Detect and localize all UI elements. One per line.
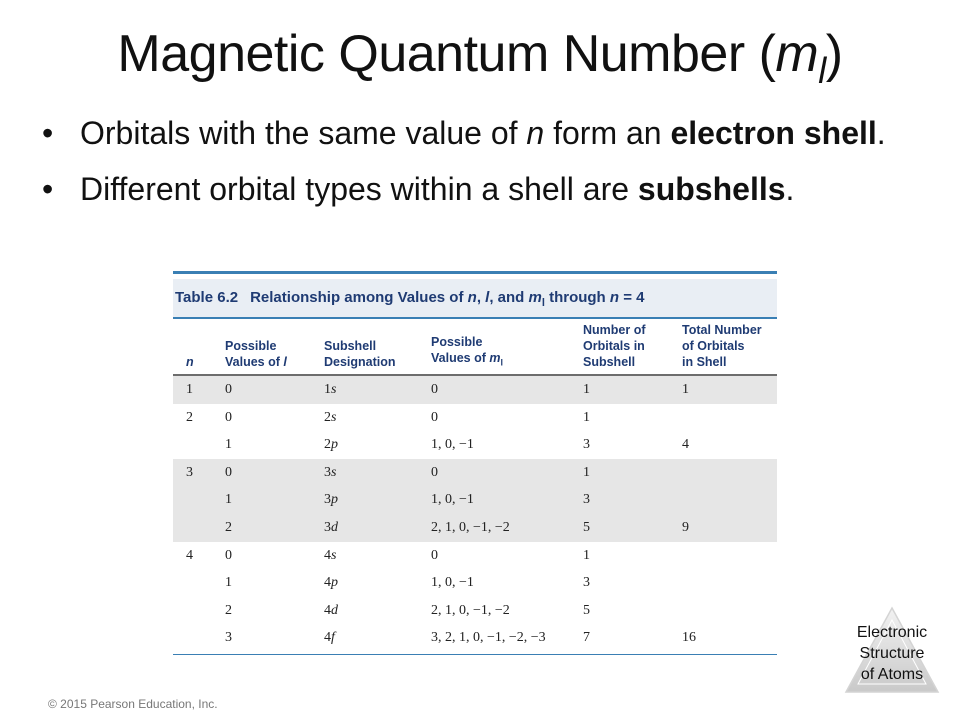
cell-orbitals: 3 [583, 437, 590, 453]
cell-subshell: 2p [324, 437, 338, 453]
cell-orbitals: 1 [583, 382, 590, 397]
cell-subshell: 2s [324, 409, 337, 425]
cell-n: 4 [186, 547, 193, 563]
cell-subshell: 4d [324, 602, 338, 618]
title-m-subscript: l [818, 50, 826, 91]
cell-orbitals: 1 [583, 464, 590, 480]
table-body [173, 376, 777, 652]
table-row [173, 431, 777, 459]
cell-ml: 0 [431, 547, 438, 563]
cell-l: 0 [225, 464, 232, 480]
header-n: n [186, 355, 194, 369]
table-row [173, 569, 777, 597]
table-bottom-rule [173, 654, 777, 655]
table-top-rule [173, 271, 777, 274]
slide-title [0, 22, 960, 91]
cell-total: 9 [682, 519, 689, 535]
cell-ml: 1, 0, −1 [431, 492, 474, 508]
table-header [173, 320, 777, 374]
table-caption [173, 279, 777, 317]
cell-n: 3 [186, 464, 193, 480]
table-row [173, 459, 777, 487]
table-row [173, 376, 777, 404]
table-row [173, 624, 777, 652]
cell-subshell: 1s [324, 382, 337, 397]
cell-total: 4 [682, 437, 689, 453]
table-row [173, 542, 777, 570]
section-badge [828, 600, 956, 692]
table-row [173, 404, 777, 432]
table-row [173, 486, 777, 514]
cell-subshell: 3s [324, 464, 337, 480]
cell-ml: 0 [431, 464, 438, 480]
cell-l: 3 [225, 630, 232, 646]
cell-l: 0 [225, 409, 232, 425]
cell-ml: 0 [431, 409, 438, 425]
cell-subshell: 4p [324, 575, 338, 591]
title-text: Magnetic Quantum Number ( [117, 25, 776, 83]
row-group-n3 [173, 459, 777, 542]
cell-ml: 2, 1, 0, −1, −2 [431, 602, 510, 618]
title-close-paren: ) [825, 25, 843, 83]
header-subshell-designation: Subshell Designation [324, 339, 396, 369]
cell-l: 2 [225, 519, 232, 535]
cell-subshell: 4s [324, 547, 337, 563]
bullet-item-electron-shell: • Orbitals with the same value of n form an electron shell. [40, 112, 920, 154]
title-m: m [775, 25, 819, 83]
cell-orbitals: 1 [583, 409, 590, 425]
cell-orbitals: 5 [583, 602, 590, 618]
table-row [173, 597, 777, 625]
cell-ml: 1, 0, −1 [431, 575, 474, 591]
cell-ml: 3, 2, 1, 0, −1, −2, −3 [431, 630, 546, 646]
table-title: Relationship among Values of n, l, and $m_l$ through n = 4 [250, 289, 645, 309]
header-total-orbitals: Total Number of Orbitals in Shell [682, 323, 762, 369]
table-figure [173, 271, 777, 655]
header-possible-l: Possible Values of l [225, 339, 287, 369]
header-orbitals-in-subshell: Number of Orbitals in Subshell [583, 323, 646, 369]
row-group-n2 [173, 404, 777, 459]
cell-orbitals: 3 [583, 575, 590, 591]
cell-ml: 1, 0, −1 [431, 437, 474, 453]
cell-l: 0 [225, 382, 232, 397]
cell-l: 1 [225, 437, 232, 453]
cell-n: 1 [186, 382, 193, 397]
cell-subshell: 3p [324, 492, 338, 508]
cell-total: 1 [682, 382, 689, 397]
cell-subshell: 3d [324, 519, 338, 535]
cell-orbitals: 1 [583, 547, 590, 563]
cell-n: 2 [186, 409, 193, 425]
cell-l: 0 [225, 547, 232, 563]
table-number: Table 6.2 [175, 289, 239, 306]
header-top-rule [173, 317, 777, 319]
cell-l: 2 [225, 602, 232, 618]
bullet-list [40, 112, 920, 224]
cell-subshell: 4f [324, 630, 335, 646]
row-group-n4 [173, 542, 777, 652]
copyright-notice: © 2015 Pearson Education, Inc. [48, 697, 218, 711]
cell-total: 16 [682, 630, 696, 646]
badge-text: Electronic Structure of Atoms [856, 624, 928, 683]
cell-orbitals: 5 [583, 519, 590, 535]
bullet-item-subshells: • Different orbital types within a shell are subshells. [40, 168, 920, 210]
cell-ml: 0 [431, 382, 438, 397]
cell-ml: 2, 1, 0, −1, −2 [431, 519, 510, 535]
table-row [173, 514, 777, 542]
cell-orbitals: 3 [583, 492, 590, 508]
header-possible-ml: Possible Values of $m_l$ [431, 334, 503, 367]
row-group-n1 [173, 376, 777, 404]
cell-l: 1 [225, 492, 232, 508]
cell-l: 1 [225, 575, 232, 591]
cell-orbitals: 7 [583, 630, 590, 646]
